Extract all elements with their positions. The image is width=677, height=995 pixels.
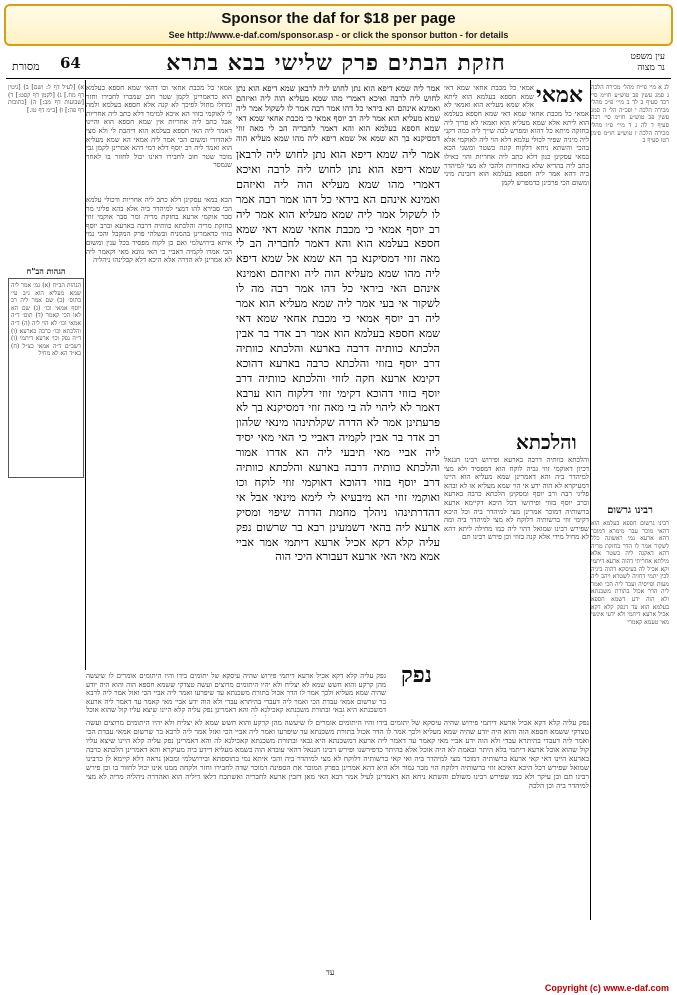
page-title: חזקת הבתים פרק שלישי בבא בתרא bbox=[166, 50, 506, 76]
sponsor-subtitle[interactable]: See http://www.e-daf.com/sponsor.asp - or click the sponsor button - for details bbox=[168, 30, 509, 40]
right-commentary-body: אמאי כל מכבת אחאי שמא דאי שמא חספא בעלמא הוא ליתא אלא שמא מעליא הוא ואמאי לא פריך ליה בחזקה מיתא כל דהוא ומפרש לבה שייך ליה כמה דקני ליה מיניה שפיר לכולי עלמא דלא הוי ליה לאוקמי אלא בהכי והשתא ניחא דלקוח קונה בשטר ומשני הכא במאי עסקינן כגון דלא כתב ליה אחריות והוי כאילו כתב ליה בהדיא שלא באחריות ולהכי לא מצי למיהדר ביה דהא אמר ליה חספא בעלמא הוא דזבינת מיני ומשום הכי פרכינן כדמפרש לקמן bbox=[444, 110, 589, 187]
column-divider-right bbox=[590, 80, 591, 920]
ein-mishpat-text: לג א מיי פי״ח מהל׳ מכירה הלכה ג סמג עשין פב טוש״ע חו״מ סי׳ רכד סעיף ב לד ב מיי׳ פ״כ מהל׳ מכירה הלכה י ופכ״ה הל׳ ה סמג עשין פב טוש״ע חו״מ סי׳ רכה סעיף ד לה ג ד מיי׳ פ״ו מהל׳ מכירה הלכה ז טוש״ע חו״מ סימן רטז סעיף ב bbox=[591, 84, 669, 145]
right-commentary-lower: והלכתא כוותיה דרבה בארעא ופירוש רבינו חננאל דכיון דאוקמי זוזי גביה לוקח הוא דמפסיד ולא מצי למיהדר ביה והא דאמרינן שמא מעליא הוא היינו דמעיקרא לא הוה ידע אי הוי שמא מעליא או לא ובהא פליגי רבה ורב יוסף ומסקינן הלכתא כרבה בארעא וכרב יוסף בזוזי ופירושו דכל היכא דקיימא ארעא ברשותיה דמוכר אמרינן מצי למיהדר ביה וכל היכא דקימי זוזי ברשותיה דלוקח לא מצי למיהדר ביה ומה שפירש רבינו שמואל דהוי ליה כמו מחילה ליתא דהא לא מחיל מידי אלא קנה בזוזי וכן פירש רבינו תם bbox=[444, 456, 589, 542]
column-divider-left bbox=[85, 80, 86, 670]
hagahot-text: הגהות הב״ח (א) גמ׳ אמר ליה שמא מעליא הוא נ״ב עי׳ בתוס׳ (ב) שם אמר ליה רב יוסף אמאי וכו׳ (ג) שם הא לאו הכי קאמר (ד) תוס׳ ד״ה אמאי וכו׳ לא הוי ליה (ה) ד״ה והלכתא וכו׳ כרבה בארעא (ו) ד״ה נפק וכו׳ ארעא דיתמי (ז) רשב״ם ד״ה אמאי כצ״ל (ח) בא״ד הא לא מחיל bbox=[11, 282, 81, 358]
sponsor-banner[interactable] bbox=[4, 4, 673, 46]
hagahot-title: הגהות הב"ח bbox=[26, 266, 66, 276]
nafak-heading: נפק bbox=[401, 662, 432, 688]
left-commentary-upper: אמאי כל מכבת אחאי וכו דהאי שמא חספא בעלמא הוא כדאמרינן לקמן שטר חוב שמכרו לחבירו וחזר ומחלו מחול לפיכך לא קנה אלא חספא בעלמא ולמה לי לאוקמי בזוזי הא איכא למימר דלא כתב ליה אחריות אבל כתב ליה אחריות אין שמא חספא הוא והיינו דאמר ליה האי חספא בעלמא הוא דיהבת לי ולא מצי לאהדורי ומשום הכי אמר ליה אמאי הא שמא מעליא הוא ואמר ליה רב יוסף דלא דמי דהא אמרינן לקמן גבי מוכר שטר חוב לחבירו דאינו יכול לחזור בו לאחר שנמסר bbox=[86, 84, 232, 170]
sponsor-title[interactable]: Sponsor the daf for $18 per page bbox=[221, 10, 456, 27]
right-commentary-upper: אמאי כל מכבת אחאי שמא דאי שמא חספא בעלמא הוא ליתא אלא שמא מעליא הוא ואמאי לא bbox=[444, 84, 534, 108]
gemara-text: אמר ליה שמא דיפא הוא נתן לחוש ליה לרבאן שמא דיפא הוא נתן לחוש ליה לרבה ואיכא דאמרי מהו שמא מעליא הוה ליה ואיזהם ואמינא אינהם הא בידאי כל דהו אמר רבה אמר לו לשקול אמר ליה שמא מעליא הוא אמר ליה רב יוסף אמאי כי מכבת אחאי שמא דאי שמא חספא בעלמא הוא והא דאמר לחבריה הב לי מאה זוזי דמסיקנא בך הא שמא אל שמא דיפא ליה מהו שמא מעליא הוה ליה ואיזהם ואמינא אינהם האי ביראי כל דהו אמר רבה מה לו לשקור אי בעי אמר ליה שמא מעליא הוא אמר ליה רב יוסף אמאי כי מכבת אחאי שמא דאי שמא חספא בעלמא הוא אמר רב אדר בר אבין הלכתא כוותיה דרבה בארעא והלכתא כוותיה דרב יוסף בזוזי והלכתא כרבה בארעא דהוכא דקימא ארעא חקה לזוזי והלכתא כוותיה דרב יוסף בזוזי דהוכא דקימי זוזי דלקוח הוא ערבא דאמר לא ליהוי לה בי מאה זוזי דמסיקנא בך לא פרעתינן אמר לא הדרה שקלתינהו מינאי שלהון רב אדר בר אבין לקמיה דאביי כי האי מאי יסיד ליה אביי מאי תיבעי ליה הא אדרו אמור והלכתא כוותיה דרבה בארעא והלכתא כוותיה דרב יוסף בזוזי דהוכא דאוקמי זוזי לוקח וכו ואוקמי זוזי הא מיבעיא לי לימא מינאי אבל אי דהדרתינהו ניהלך מחמת הדרה שיפוי ומסיק ארעא ליה בהאי דשמעינן רבא בר שרשום נפק עליה קלא דקא אכיל ארעא דיתמי אמר אביי אמא מאי האי ארעא דעבורא היכי הוה bbox=[236, 148, 440, 564]
bottom-commentary-intro: נפק עליה קלא דקא אכיל ארעא דיתמי פירוש שהיה עיסקא של יתומים בידו והיו היתומים אומרים לו שיעשה מהן קרקע והוא חשש שמא לא יצליח ולא יהיו היתומים מרוצים ועשה טצדקי ששמא חספא הוה והוא היה יודע שהיה שמא מעליא ולכך אמר לו הדר אכול בתורת משכנתא עד שיפרעו ואמר ליה אביי הכי ואזל אמר ליה לרבא בר שרשום אמאי עבדת הכי ואמר ליה דעבדי בהיתרא עבדי ולא הוה ידע אביי מאי קאמר עד דאמר ליה ארעא דמשכנתא היא גבאי ובתורת משכנתא קאכילנא לה והא דאמרינן נפק עליה קלא היינו שיצא עליו קול שהוא אוכל bbox=[86, 672, 386, 715]
ein-mishpat-label: עין משפט נר מצוה bbox=[630, 52, 665, 73]
amai-heading: אמאי bbox=[536, 82, 584, 108]
page-footer-mark: עד bbox=[326, 968, 335, 977]
rabeinu-gershom-title: רבינו גרשום bbox=[607, 505, 653, 516]
page-number: 64 bbox=[60, 54, 81, 72]
left-commentary-lower: הכא במאי עסקינן דלא כתב ליה אחריות ודכולי עלמא הכי סבירא להו דמצי למיהדר ביה אלא בהא פליגי מר סבר אוקמי ארעא בחזקת מריה ומר סבר אוקמי זוזי בחזקת מריה והלכתא כוותיה דרבה בארעא וכרב יוסף בזוזי כדאמרינן בהמניח ובשלהי פרק המקבל והכי נמי איתא בירושלמי ואם כן לקוח מפסיד בכל ענין ומשום הכי אמרו לקמיה דאביי כי האי גוונא מאי וקאמר ליה לא אמרינן לא הדרה אלא היכא דלא קבלינהו ניהליה bbox=[86, 196, 232, 265]
rabeinu-gershom-text: רבינו גרשום חספא בעלמא הוא דהאי מוכר עבר מימרא דמוכר דהא ארעא נמי ראשונה כלל לשקור אמר לו הדר בחזקת מריה דהא דאקנה ליה בשטר אלא מילתא אחריתי דהוה ארעא דיתמי וקא אכיל לה בעיסקא דהוה ביניה לבין יתמי דחזיה לשטרא ויהב ליה מעות ופייסיה ועבד ליה הכי ואמר ליה הדר אכול בתורת משכנתא ולא הוה ידע דשמא חספא בעלמא הוא עד דנפק קלא דקא אכיל ארעא דיתמי ולא ידעי אינשי מאי טעמא קאמרי bbox=[591, 520, 669, 626]
bottom-commentary: נפק עליה קלא דקא אכיל ארעא דיתמי פירוש שהיה עיסקא של יתומים בידו והיו היתומים אומרים לו שיעשה מהן קרקע והוא חשש שמא לא יצליח ולא יהיו היתומים מרוצים ועשה טצדקי ששמא חספא הוה והוא היה יודע שהיה שמא מעליא ולכך אמר לו הדר אכול בתורת משכנתא עד שיפרעו ואמר ליה אביי הכי ואזל אמר ליה לרבא בר שרשום אמאי עבדת הכי ואמר ליה דעבדי בהיתרא עבדי ולא הוה ידע אביי מאי קאמר עד דאמר ליה ארעא דמשכנתא היא גבאי ובתורת משכנתא קאכילנא לה והא דאמרינן נפק עליה קלא היינו שיצא עליו קול שהוא אוכל ארעא דיתמי בלא היתר ובאמת לא היה אוכל אלא בהיתר כדפירשנו ופירש רבינו חננאל דהאי עובדא הוה בשמא מעליא דידע ביה מעיקרא והא דאמרינן הלכתא כרבה בארעא היינו דאי קאי ארעא ברשותיה דמוכר מצי למיהדר ביה ואי קאי ברשותיה דלוקח לא מצי למיהדר ביה והכי איתא נמי בתוספתא ובירושלמי ומכאן נראה דלא קיימא לן כרבינו שמואל שפירש דכל היכא דאיכא זוזי ברשותיה דלוקח הוי מכר גמור ולא היא דהא אמרינן בפרק המוכר את הספינה דמוכר שדה לחבירו וחזר ולקחה ממנו אינו יכול לחזור בו וכן פירש רבינו תם וכן עיקר ולא כמו שפירש רבינו משולם והשתא ניחא הא דאמרינן לעיל אמר רבא האי מאן דזבין ארעא לחבריה ואשתכח דלאו דיליה הוא ואהדרה ניהליה מריה לא מצי למיהדר ביה וכן הלכה bbox=[86, 718, 589, 790]
copyright-link[interactable]: Copyright (c) www.e-daf.com bbox=[544, 983, 669, 993]
vehilchta-heading: והלכתא bbox=[516, 430, 577, 454]
masoret-label: מסורת bbox=[12, 60, 40, 73]
page-header bbox=[6, 50, 671, 78]
gemara-text-top: אמר ליה שמא דיפא הוא נתן לחוש ליה לרבאן שמא דיפא הוא נתן לחוש ליה לרבה ואיכא דאמרי מהו שמא מעליא הוה ליה ואיזהם ואמינא אינהם הא בידאי כל דהו אמר רבה אמר לו לשקול אמר ליה שמא מעליא הוא אמר ליה רב יוסף אמאי כי מכבת אחאי שמא דאי שמא חספא בעלמא הוא והא דאמר לחבריה הב לי מאה זוזי דמסיקנא בך הא שמא אל שמא דיפא ליה מהו שמא מעליא הוה bbox=[236, 84, 440, 143]
masoret-hashas: א) [לעיל דף ל: ושם] ב) [גיטין דף מח.] ג) [לקמן דף קסט:] ד) [שבועות דף מב:] ה) [כתובות דף פה:] ו) [ב״מ דף טז.] bbox=[8, 84, 84, 114]
talmud-page bbox=[6, 50, 671, 980]
header-rule bbox=[6, 78, 671, 79]
